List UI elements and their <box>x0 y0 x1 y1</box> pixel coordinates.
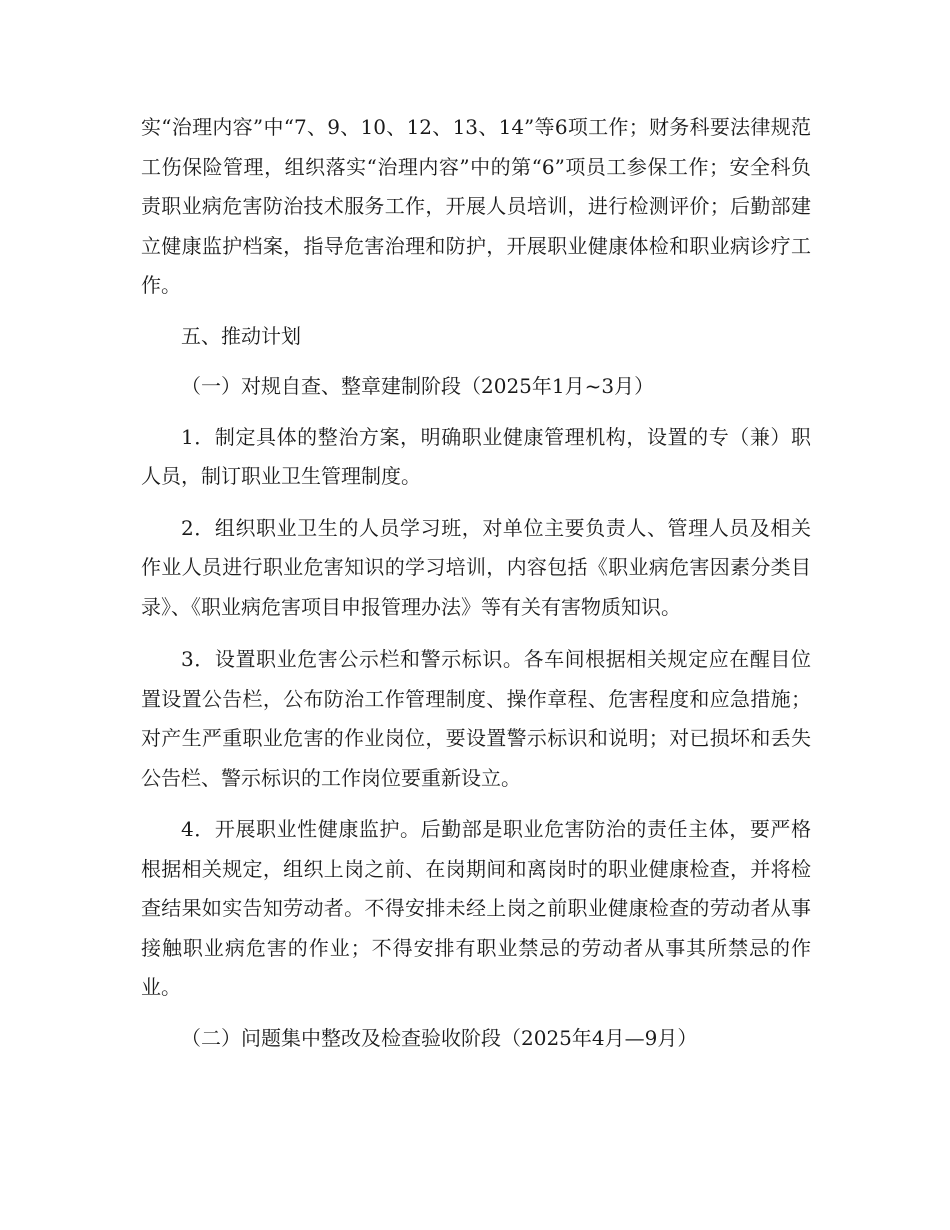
paragraph-responsibilities: 实“治理内容”中“7、9、10、12、13、14”等6项工作；财务科要法律规范工伤保险管理，组织落实“治理内容”中的第“6”项员工参保工作；安全科负责职业病危害防治技术服务工作，开展人员培训，进行检测评价；后勤部建立健康监护档案，指导危害治理和防护，开展职业健康体检和职业病诊疗工作。 <box>141 115 811 297</box>
list-item-1: 1．制定具体的整治方案，明确职业健康管理机构，设置的专（兼）职人员，制订职业卫生管理制度。 <box>141 424 811 488</box>
subsection-heading-self-check: （一）对规自查、整章建制阶段（2025年1月~3月） <box>181 374 655 398</box>
subsection-heading-rectification: （二）问题集中整改及检查验收阶段（2025年4月—9月） <box>181 1025 698 1050</box>
document-body <box>141 108 811 1058</box>
list-item-4: 4．开展职业性健康监护。后勤部是职业危害防治的责任主体，要严格根据相关规定，组织上岗之前、在岗期间和离岗时的职业健康检查，并将检查结果如实告知劳动者。不得安排未经上岗之前职业健康检查的劳动者从事接触职业病危害的作业；不得安排有职业禁忌的劳动者从事其所禁忌的作业。 <box>141 817 811 999</box>
list-item-3: 3．设置职业危害公示栏和警示标识。各车间根据相关规定应在醒目位置设置公告栏，公布防治工作管理制度、操作章程、危害程度和应急措施；对产生严重职业危害的作业岗位，要设置警示标识和说明；对已损坏和丢失公告栏、警示标识的工作岗位要重新设立。 <box>141 647 811 790</box>
section-heading-plan: 五、推动计划 <box>181 323 301 348</box>
list-item-2: 2．组织职业卫生的人员学习班，对单位主要负责人、管理人员及相关作业人员进行职业危害知识的学习培训，内容包括《职业病危害因素分类目录》、《职业病危害项目申报管理办法》等有关有害物质知识。 <box>141 515 811 619</box>
